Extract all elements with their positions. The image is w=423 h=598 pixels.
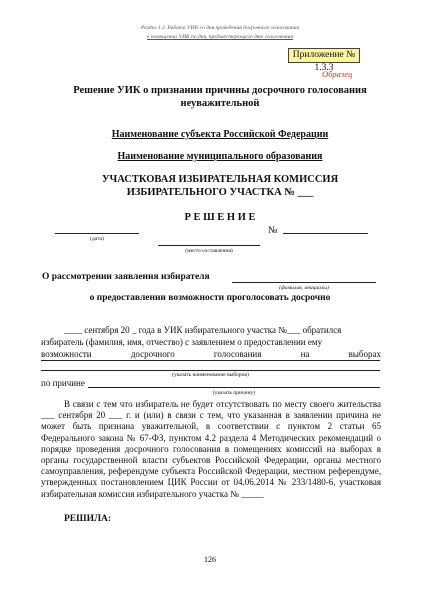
decision-heading: Р Е Ш Е Н И Е (184, 212, 256, 223)
running-header-line2: в помещении УИК по дня, предшествующего дню голосования (147, 34, 293, 40)
commission-line2: ИЗБИРАТЕЛЬНОГО УЧАСТКА № ___ (126, 187, 314, 198)
elections-field-line2 (41, 370, 380, 371)
page-number: 126 (204, 555, 216, 564)
resolved-label: РЕШИЛА: (64, 514, 112, 524)
date-field-line (55, 233, 139, 234)
elections-field-line1 (41, 360, 380, 361)
date-caption: (дата) (90, 236, 104, 242)
subject-line: о предоставлении возможности проголосовать досрочно (89, 293, 331, 303)
paragraph1-line3: возможности досрочного голосования на выборах (41, 349, 381, 359)
fio-field-line (232, 282, 376, 283)
municipality-name: Наименование муниципального образования (117, 151, 323, 162)
number-field-line (283, 233, 368, 234)
consideration-label: О рассмотрении заявления избирателя (42, 272, 210, 282)
appendix-badge: Приложение № 1.3.3 (288, 48, 360, 63)
elections-caption: (указать наименование выборов) (172, 372, 249, 378)
reason-field-line (88, 387, 380, 388)
number-sign: № (268, 225, 278, 236)
document-title: Решение УИК о признании причины досрочного голосования неуважительной (73, 85, 367, 109)
paragraph1-line2: избиратель (фамилия, имя, отчество) с заявлением о предоставлении ему (41, 337, 323, 347)
region-name: Наименование субъекта Российской Федерации (111, 129, 329, 140)
place-field-line (158, 245, 260, 246)
commission-name (60, 173, 380, 199)
place-caption: (место составления) (185, 248, 233, 254)
paragraph1-line1: ____ сентября 20 _ года в УИК избирательного участка №___ обратился (64, 325, 342, 335)
running-header-line1: Раздел 1.3. Работа УИК со дня проведения досрочного голосования (140, 25, 300, 31)
fio-caption: (фамилия, инициалы) (279, 285, 329, 291)
commission-line1: УЧАСТКОВАЯ ИЗБИРАТЕЛЬНАЯ КОМИССИЯ (101, 174, 339, 185)
reason-label: по причине (41, 378, 85, 388)
paragraph2: В связи с тем что избиратель не будет отсутствовать по месту своего жительства ___ сентября 20 ___ г. и (или) в связи с тем, что указанная в заявлении причина не может быть признана уважительной, в соответствии с пунктом 2 статьи 65 Федерального закона № 67-ФЗ, пунктом 4.2 раздела 4 Методических рекомендаций о порядке проведения досрочного голосования в помещениях комиссий на выборах в органы государственной власти субъектов Российской Федерации, органы местного самоуправления, референдуме субъекта Российской Федерации, местном референдуме, утвержденных постановлением ЦИК России от 04.06.2014 № 233/1480-6, участковая избирательная комиссия избирательного участка № _____ (41, 399, 381, 499)
sample-label: Образец (322, 69, 353, 79)
reason-caption: (указать причину) (212, 390, 256, 396)
